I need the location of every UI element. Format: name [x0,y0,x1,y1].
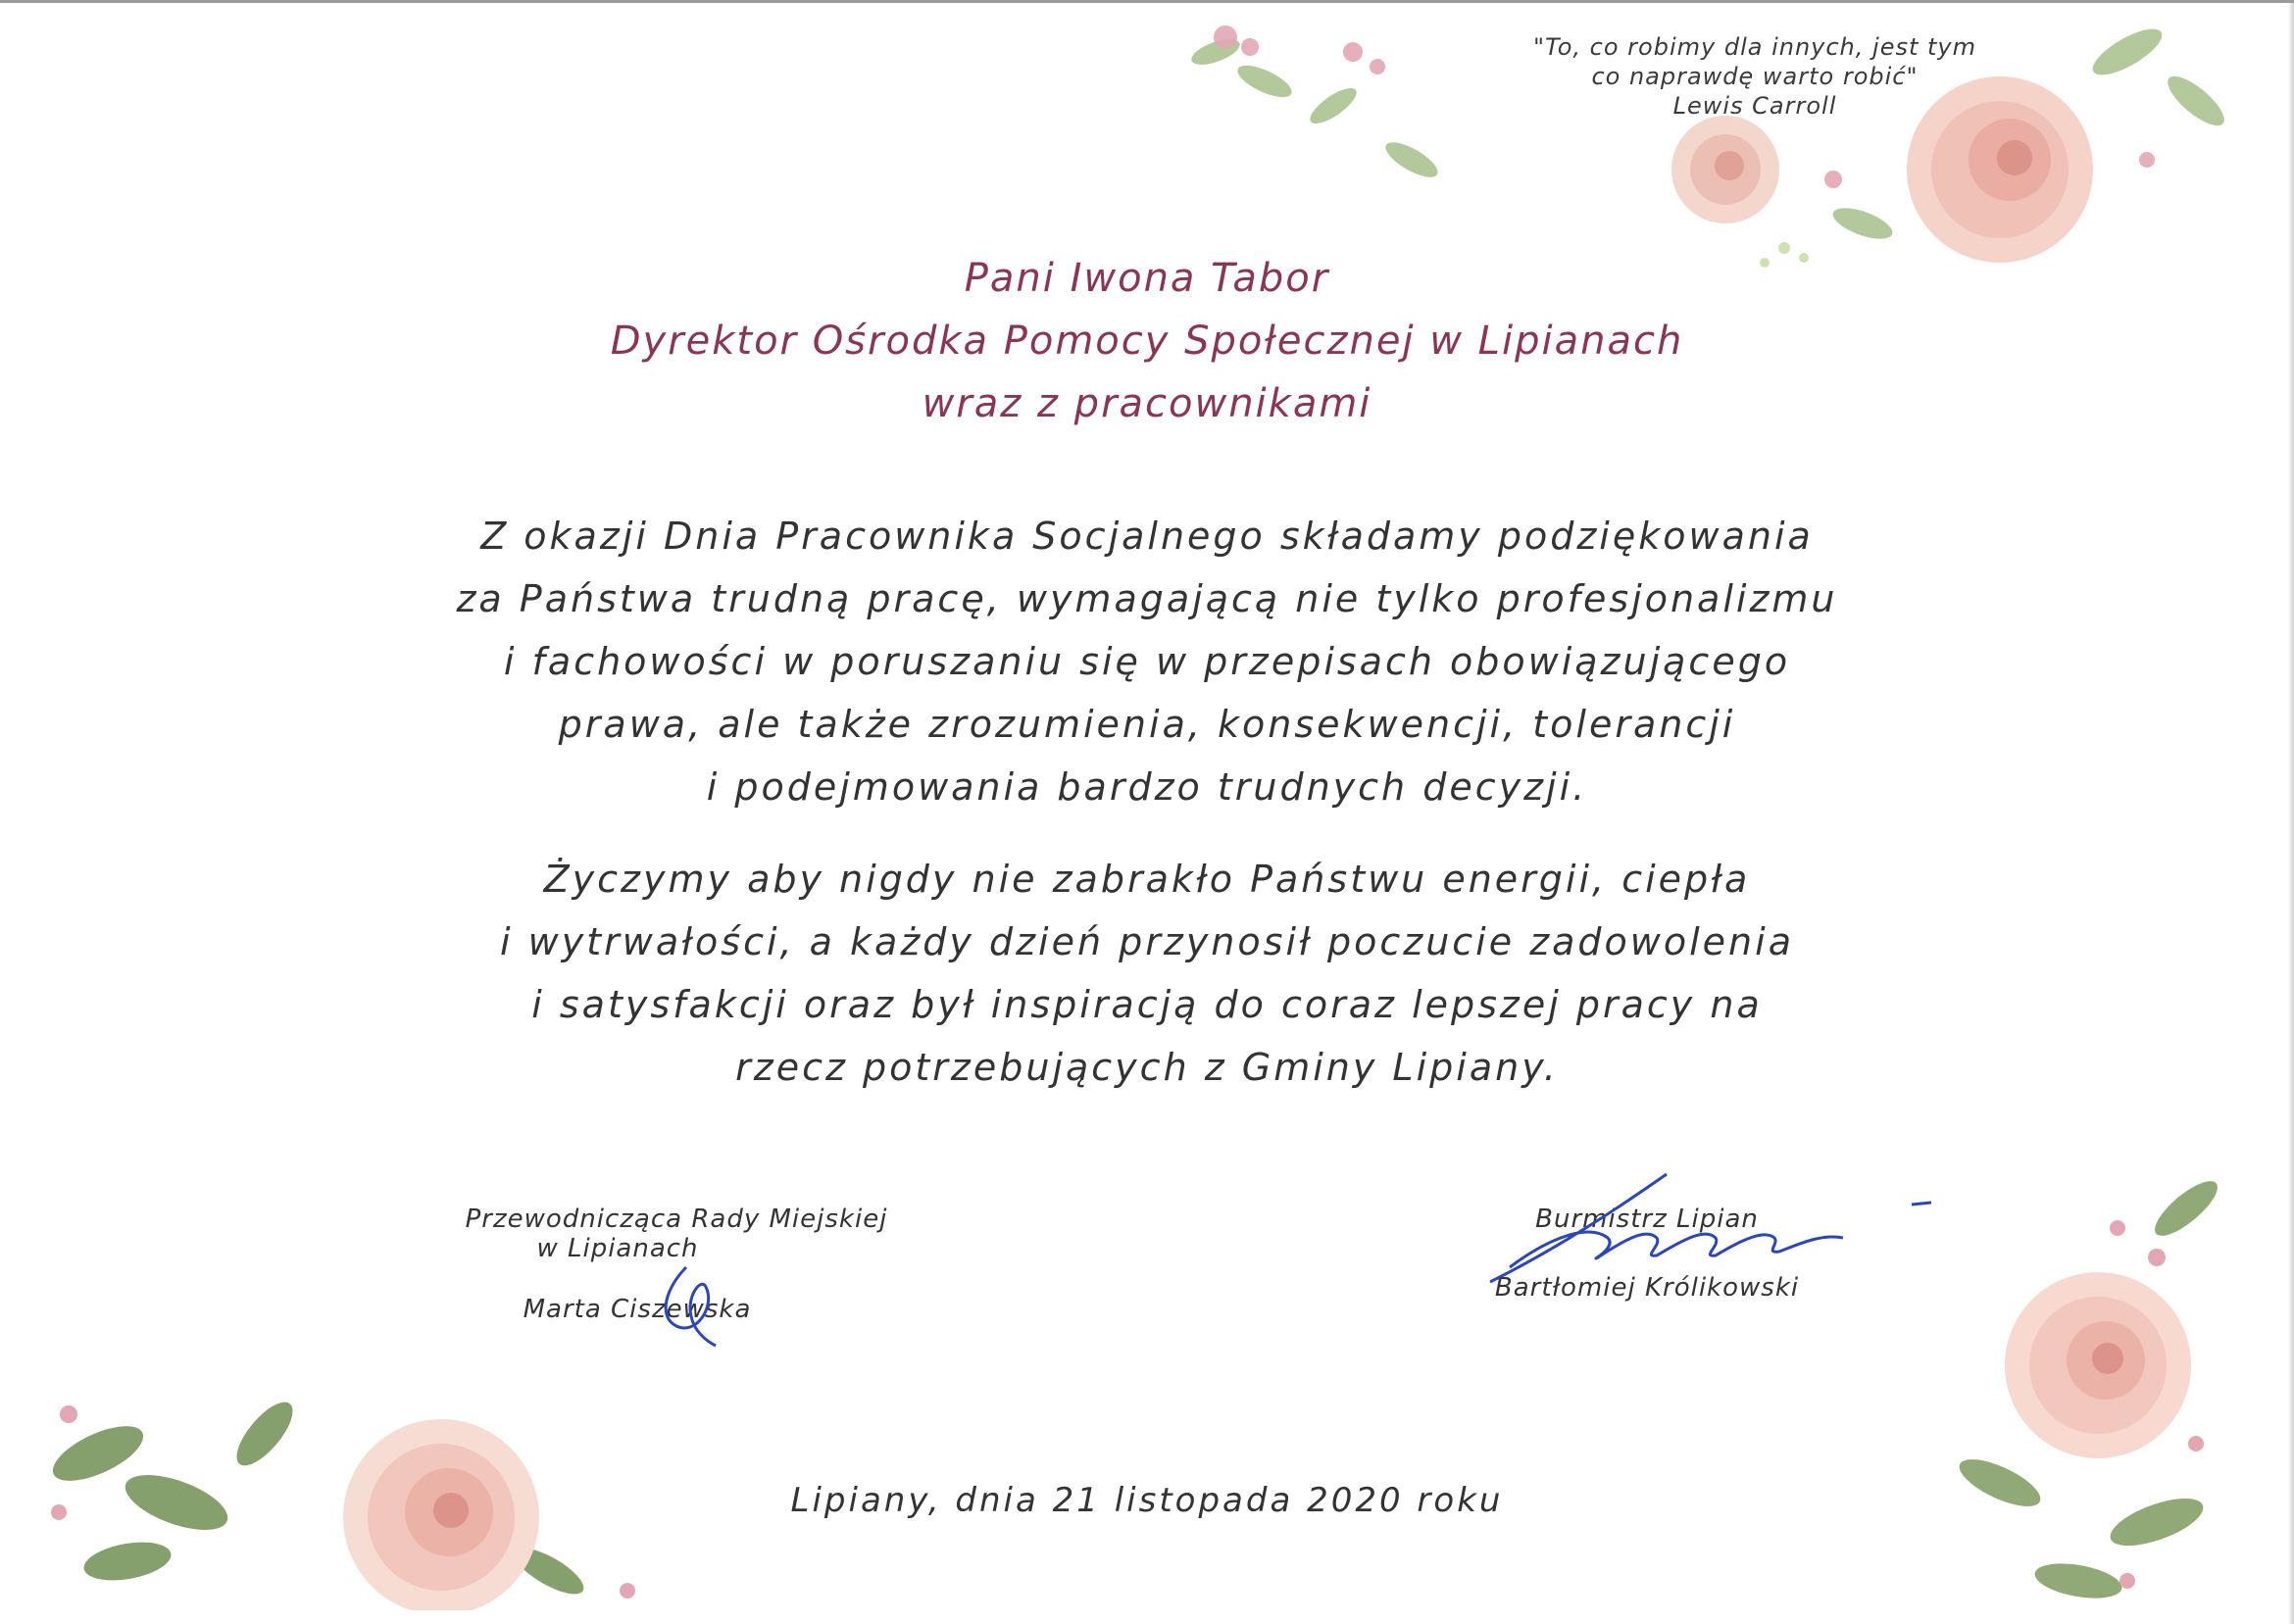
quote-author: Lewis Carroll [1672,92,1837,120]
date-line: Lipiany, dnia 21 listopada 2020 roku [790,1481,1504,1520]
left-signer-name: Marta Ciszewska [523,1295,752,1324]
paragraph-line: i satysfakcji oraz był inspiracją do coraz lepszej pracy na [531,983,1763,1026]
recipient-with-staff: wraz z pracownikami [922,381,1372,426]
quote-line-1: "To, co robimy dla innych, jest tym [1532,33,1976,61]
quote-block [1412,32,2098,121]
wishes-paragraph [0,848,2294,1099]
paragraph-line: Życzymy aby nigdy nie zabrakło Państwu energii, ciepła [543,858,1751,901]
right-role: Burmistrz Lipian [1535,1205,1759,1234]
paragraph-line: za Państwa trudną pracę, wymagającą nie tylko profesjonalizmu [456,577,1838,620]
thanks-paragraph [0,505,2294,818]
left-role-line-1: Przewodnicząca Rady Miejskiej [465,1205,888,1234]
paragraph-line: i fachowości w poruszaniu się w przepisach obowiązującego [503,640,1791,683]
handwritten-signature-left [647,1248,735,1355]
paragraph-line: prawa, ale także zrozumienia, konsekwencji, tolerancji [558,703,1736,746]
left-role-line-2: w Lipianach [536,1234,699,1263]
bottom-right-floral-decoration [1941,1169,2245,1600]
right-signer-name: Bartłomiej Królikowski [1494,1273,1800,1303]
handwritten-signature-right [1471,1169,1931,1287]
recipient-name: Pani Iwona Tabor [964,256,1330,301]
paragraph-line: i wytrwałości, a każdy dzień przynosił poczucie zadowolenia [500,920,1794,963]
scan-edge-shadow [2288,3,2294,1624]
quote-line-2: co naprawdę warto robić" [1591,63,1919,90]
paragraph-line: i podejmowania bardzo trudnych decyzji. [706,765,1588,809]
paragraph-line: rzecz potrzebujących z Gminy Lipiany. [735,1046,1559,1089]
recipient-title: Dyrektor Ośrodka Pomocy Społecznej w Lipianach [610,319,1684,364]
paragraph-line: Z okazji Dnia Pracownika Socjalnego składamy podziękowania [480,515,1814,558]
